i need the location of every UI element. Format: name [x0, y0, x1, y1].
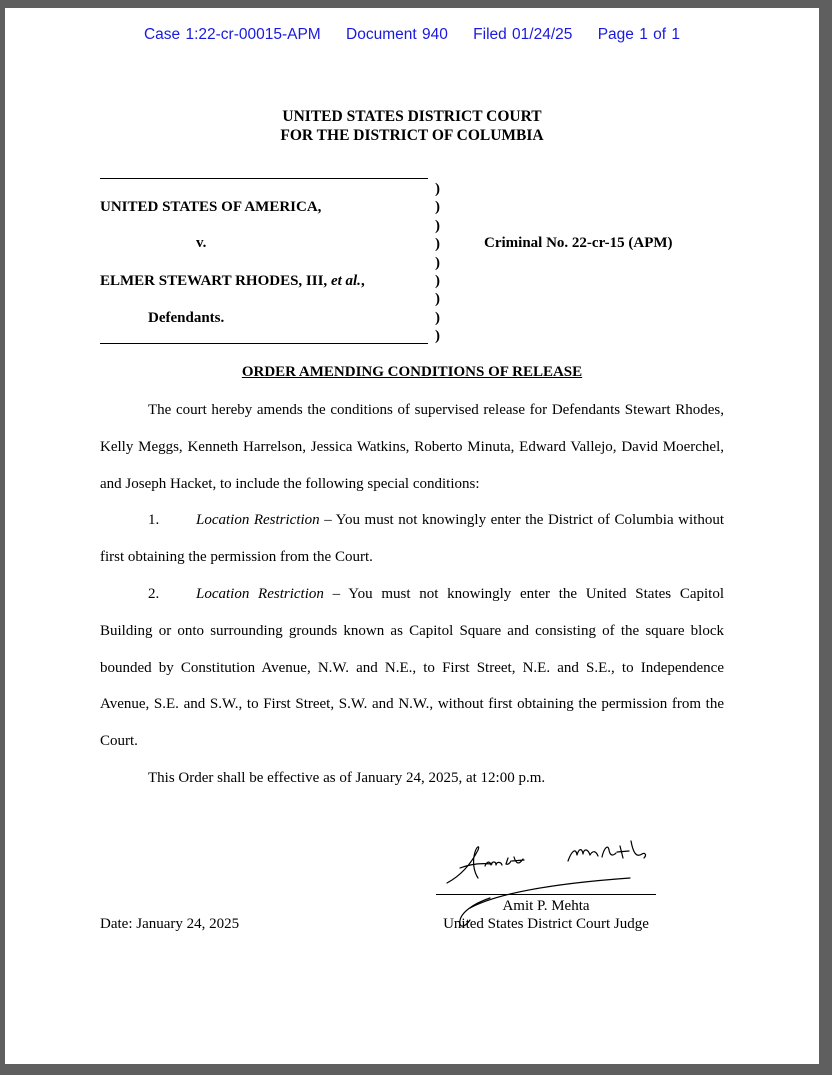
- versus-label: v.: [196, 235, 207, 251]
- document-page: [5, 8, 819, 1064]
- court-name: [5, 107, 819, 145]
- page-number-stamp: Page 1 of 1: [597, 26, 681, 43]
- condition-1: 1. Location Restriction – You must not knowingly enter the District of Columbia without first obtaining the permission from the Court.: [100, 512, 724, 566]
- court-line-2: FOR THE DISTRICT OF COLUMBIA: [280, 127, 544, 144]
- intro-paragraph: The court hereby amends the conditions of supervised release for Defendants Stewart Rhodes, Kelly Meggs, Kenneth Harrelson, Jessica Watkins, Roberto Minuta, Edward Vallejo, David Moerchel, and Joseph Hacket, to include the following special conditions:: [100, 402, 724, 492]
- order-title: ORDER AMENDING CONDITIONS OF RELEASE: [241, 364, 583, 380]
- caption-bottom-rule: [100, 343, 428, 344]
- defendants-label: Defendants.: [148, 310, 225, 326]
- judge-title: United States District Court Judge: [443, 916, 649, 932]
- caption-top-rule: [100, 178, 428, 179]
- signature-line: [436, 894, 656, 895]
- condition-2: 2. Location Restriction – You must not knowingly enter the United States Capitol Building or onto surrounding grounds known as Capitol Square and consisting of the square block bounded by Constitution Avenue, N.W. and N.E., to First Street, N.E. and S.E., to Independence Avenue, S.E. and S.W., to First Street, S.W. and N.W., without first obtaining the permission from the Court.: [100, 585, 724, 750]
- order-date: Date: January 24, 2025: [100, 916, 240, 932]
- case-number-stamp: Case 1:22-cr-00015-APM: [143, 26, 321, 43]
- judge-name: Amit P. Mehta: [502, 898, 590, 914]
- criminal-case-number: Criminal No. 22-cr-15 (APM): [484, 235, 673, 251]
- document-number-stamp: Document 940: [346, 26, 448, 43]
- effective-date-paragraph: This Order shall be effective as of January 24, 2025, at 12:00 p.m.: [148, 769, 546, 786]
- court-line-1: UNITED STATES DISTRICT COURT: [282, 108, 542, 125]
- filing-header: [5, 26, 819, 44]
- caption-parentheses: ) ) ) ) ) ) ) ) ): [435, 181, 440, 345]
- plaintiff-name: UNITED STATES OF AMERICA,: [100, 199, 322, 215]
- filed-date-stamp: Filed 01/24/25: [473, 26, 573, 43]
- defendant-name: ELMER STEWART RHODES, III, et al.,: [100, 273, 365, 289]
- order-body: [100, 392, 724, 797]
